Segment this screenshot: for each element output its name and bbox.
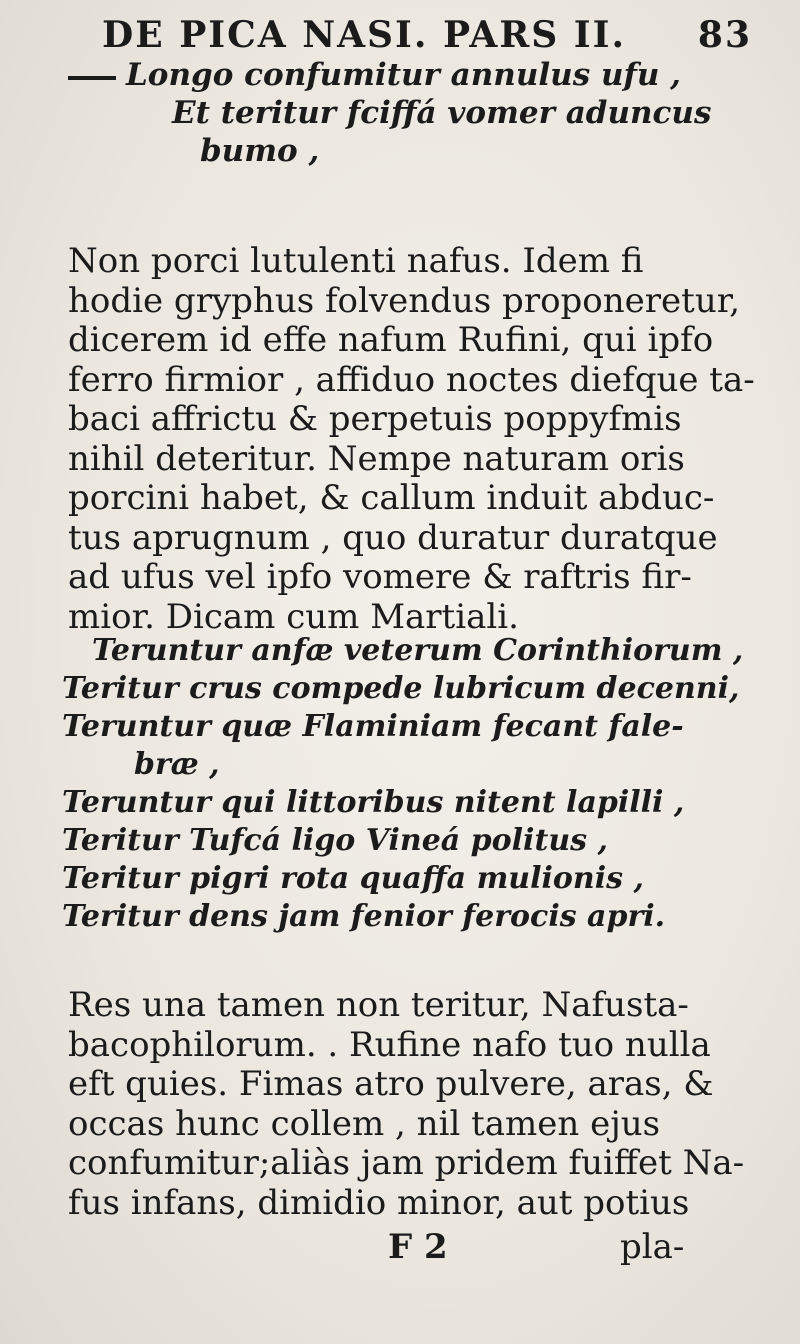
catchword: pla- [620, 1227, 685, 1267]
prose-paragraph [68, 986, 756, 1223]
prose-line: mior. Dicam cum Martiali. [68, 596, 519, 637]
verse-line: Teruntur anfæ veterum Corinthiorum , [92, 633, 744, 668]
prose-line: fus infans, dimidio minor, aut potius [68, 1182, 690, 1223]
prose-line: occas hunc collem , nil tamen ejus [68, 1103, 661, 1144]
verse-line: Teritur Tufcá ligo Vineá politus , [62, 823, 608, 858]
page-number: 83 [697, 14, 752, 56]
verse-dash [68, 76, 116, 80]
prose-line: eft quies. Fimas atro pulvere, aras, & [68, 1064, 714, 1104]
verse-line: bræ , [134, 747, 220, 782]
verse-line: Teritur dens jam fenior ferocis apri. [62, 899, 666, 934]
verse-line: Teritur crus compede lubricum decenni, [62, 671, 740, 706]
prose-line: porcini habet, & callum induit abduc- [68, 478, 715, 518]
prose-line: Non porci lutulenti nafus. Idem fi [68, 241, 644, 281]
prose-line: ferro firmior , affiduo noctes diefque ta- [68, 359, 755, 400]
prose-line: hodie gryphus folvendus proponeretur, [68, 280, 741, 321]
verse-line: Teruntur quæ Flaminiam fecant fale- [62, 709, 684, 744]
prose-paragraph [68, 242, 756, 637]
verse-line: bumo , [200, 133, 320, 169]
signature-mark: F 2 [388, 1227, 448, 1267]
verse-line: Teritur pigri rota quaffa mulionis , [62, 861, 644, 896]
prose-line: ad ufus vel ipfo vomere & raftris fir- [68, 557, 692, 597]
prose-line: bacophilorum. . Rufine nafo tuo nulla [68, 1024, 711, 1065]
verse-line: Et teritur fciffá vomer aduncus [172, 95, 712, 131]
prose-line: baci affrictu & perpetuis poppyfmis [68, 399, 682, 439]
prose-line: dicerem id effe nafum Rufini, qui ipfo [68, 320, 714, 360]
running-title: DE PICA NASI. PARS II. [102, 14, 627, 56]
prose-line: confumitur;aliàs jam pridem fuiffet Na- [68, 1143, 745, 1183]
prose-line: Res una tamen non teritur, Nafusta- [68, 985, 689, 1025]
prose-line: nihil deteritur. Nempe naturam oris [68, 438, 685, 479]
prose-line: tus aprugnum , quo duratur duratque [68, 517, 718, 558]
verse-line: Teruntur qui littoribus nitent lapilli , [62, 785, 685, 820]
verse-line: Longo confumitur annulus ufu , [126, 57, 681, 93]
running-header [102, 14, 752, 56]
